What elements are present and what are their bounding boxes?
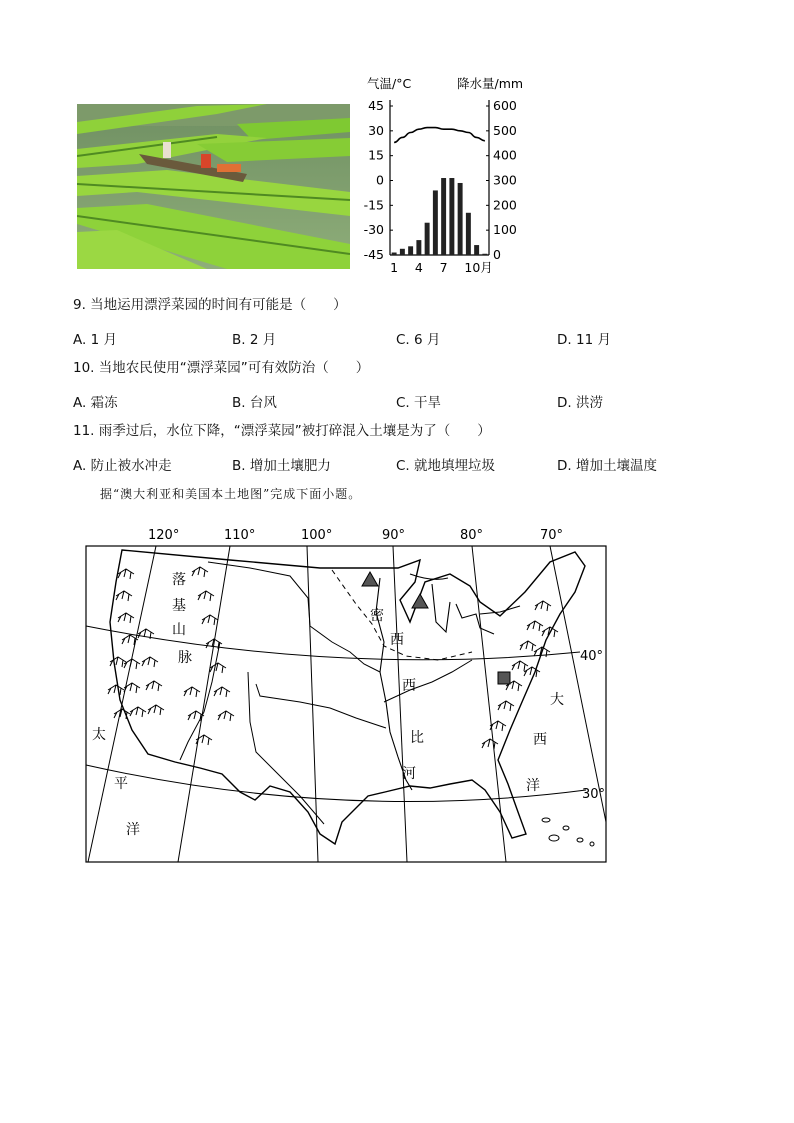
precip-bar — [482, 254, 487, 255]
precip-tick-label: 200 — [493, 197, 517, 213]
question-11-stem: 11. 雨季过后，水位下降，“漂浮菜园”被打碎混入土壤是为了（ ） — [73, 423, 491, 439]
precip-axis-title: 降水量/mm — [457, 76, 524, 91]
precip-bar — [466, 213, 471, 255]
climate-chart — [355, 72, 540, 277]
miss-char-1: 密 — [370, 608, 384, 624]
arkansas-river — [256, 684, 386, 728]
temp-tick-label: -45 — [363, 247, 384, 262]
month-tick-label: 7 — [439, 260, 448, 275]
graticule — [86, 546, 606, 862]
temperature-line — [394, 128, 485, 143]
lat-label-40: 40° — [580, 649, 604, 664]
lon-label-100: 100° — [301, 528, 333, 543]
missouri-river — [208, 562, 380, 672]
triangle-marker-west — [362, 572, 378, 586]
square-marker — [498, 672, 510, 684]
us-map — [80, 522, 620, 867]
precip-tick-label: 100 — [493, 222, 517, 238]
temp-tick-label: 15 — [368, 147, 384, 163]
temp-tick-label: 45 — [368, 98, 384, 113]
miss-char-5: 河 — [402, 766, 416, 782]
atlantic-char-3: 洋 — [526, 778, 540, 794]
temp-tick-label: 30 — [368, 122, 384, 138]
lon-label-80: 80° — [460, 528, 484, 543]
precip-bar — [392, 253, 397, 255]
lon-label-110: 110° — [224, 528, 256, 543]
pacific-char-3: 洋 — [126, 822, 140, 838]
precip-bar — [416, 240, 421, 255]
question-10-option-d[interactable]: D. 洪涝 — [557, 395, 603, 411]
lat-label-30: 30° — [582, 787, 606, 802]
question-9-option-b[interactable]: B. 2 月 — [232, 332, 277, 348]
rocky-char-4: 脉 — [178, 650, 192, 666]
miss-char-4: 比 — [410, 730, 424, 746]
rocky-char-1: 落 — [172, 572, 186, 588]
ohio-river — [384, 660, 472, 702]
question-9-option-c[interactable]: C. 6 月 — [396, 332, 441, 348]
temp-tick-label: -30 — [363, 222, 384, 238]
precip-tick-label: 600 — [493, 98, 517, 113]
precip-bar — [425, 223, 430, 255]
month-tick-label: 1 — [390, 260, 399, 275]
caribbean-islands — [542, 818, 594, 846]
question-11-option-a[interactable]: A. 防止被水冲走 — [73, 458, 172, 474]
temp-tick-label: -15 — [363, 197, 384, 213]
precip-bar — [449, 178, 454, 255]
temp-axis-title: 气温/°C — [367, 76, 412, 91]
atlantic-char-2: 西 — [533, 732, 547, 748]
lon-label-120: 120° — [148, 528, 180, 543]
miss-char-3: 西 — [402, 678, 416, 694]
question-9-option-a[interactable]: A. 1 月 — [73, 332, 117, 348]
question-10-option-c[interactable]: C. 干旱 — [396, 395, 442, 411]
question-11-option-d[interactable]: D. 增加土壤温度 — [557, 458, 657, 474]
precip-tick-label: 400 — [493, 147, 517, 163]
precip-bar — [474, 245, 479, 255]
precip-tick-label: 500 — [493, 122, 517, 138]
precip-bar — [458, 183, 463, 255]
rocky-char-2: 基 — [172, 598, 186, 614]
question-11-option-b[interactable]: B. 增加土壤肥力 — [232, 458, 331, 474]
month-tick-label: 10月 — [464, 260, 493, 275]
question-10-option-b[interactable]: B. 台风 — [232, 395, 277, 411]
precip-bar — [408, 246, 413, 255]
miss-char-2: 西 — [390, 632, 404, 648]
rocky-char-3: 山 — [172, 622, 186, 638]
question-11-option-c[interactable]: C. 就地填埋垃圾 — [396, 458, 496, 474]
precip-bar — [400, 249, 405, 255]
precip-bar — [441, 178, 446, 255]
question-9-stem: 9. 当地运用漂浮菜园的时间有可能是（ ） — [73, 297, 347, 313]
temp-tick-label: 0 — [376, 172, 384, 188]
question-10-stem: 10. 当地农民使用“漂浮菜园”可有效防治（ ） — [73, 360, 370, 376]
map-intro: 据“澳大利亚和美国本土地图”完成下面小题。 — [100, 487, 362, 501]
pacific-char-1: 太 — [92, 727, 106, 743]
precip-bar — [433, 190, 438, 255]
month-tick-label: 4 — [414, 260, 423, 275]
pacific-char-2: 平 — [114, 776, 128, 792]
triangle-marker-east — [412, 594, 428, 608]
map-frame — [86, 546, 606, 862]
question-9-option-d[interactable]: D. 11 月 — [557, 332, 611, 348]
lon-label-90: 90° — [382, 528, 406, 543]
question-10-option-a[interactable]: A. 霜冻 — [73, 395, 118, 411]
lon-label-70: 70° — [540, 528, 564, 543]
floating-garden-photo — [77, 104, 350, 269]
precip-tick-label: 0 — [493, 247, 501, 262]
precip-tick-label: 300 — [493, 172, 517, 188]
atlantic-char-1: 大 — [550, 692, 564, 708]
